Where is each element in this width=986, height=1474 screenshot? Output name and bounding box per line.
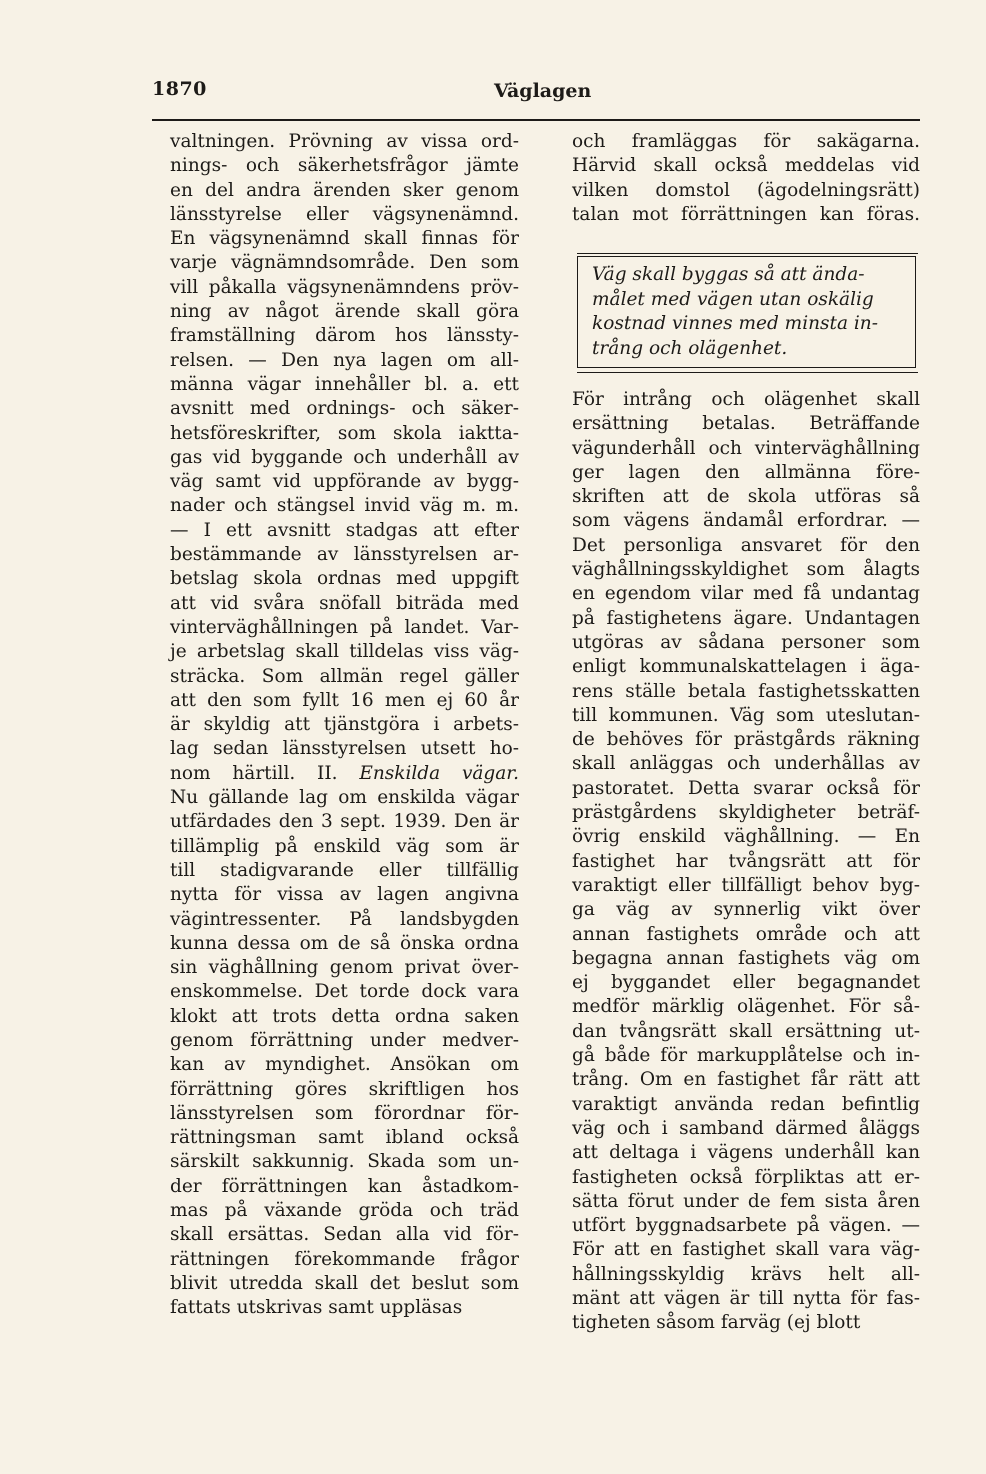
text-line: länsstyrelsen som förordnar för- [170, 1102, 519, 1124]
text-line: valtningen. Prövning av vissa ord- [170, 131, 519, 152]
text-line: betslag skola ordnas med uppgift [170, 568, 519, 590]
text-line: medför märklig olägenhet. För så- [572, 996, 920, 1018]
text-line: bestämmande av länsstyrelsen ar- [170, 544, 519, 566]
text-line: tigheten såsom farväg (ej blott [572, 1312, 861, 1334]
text-line: utfärdades den 3 sept. 1939. Den är [170, 811, 519, 833]
text-line: nytta för vissa av lagen angivna [170, 884, 519, 906]
text-line: tillämplig på enskild väg som är [170, 835, 519, 857]
text-line: rättningsman samt ibland också [170, 1127, 519, 1149]
text-line: männa vägar innehåller bl. a. ett [170, 373, 519, 395]
text-line: att deltaga i vägens underhåll kan [572, 1142, 920, 1164]
text-line: enskommelse. Det torde dock vara [170, 981, 519, 1003]
box-rule-bottom [577, 372, 918, 373]
quote-line: Väg skall byggas så att ända- [592, 264, 865, 285]
text-line: der förrättningen kan åstadkom- [170, 1175, 519, 1197]
text-line: länsstyrelse eller vägsynenämnd. [170, 203, 519, 225]
text-line: särskilt sakkunnig. Skada som un- [170, 1151, 519, 1173]
text-line: enligt kommunalskattelagen i äga- [572, 656, 920, 678]
text-line: väghållningsskyldighet som ålagts [572, 559, 920, 581]
text-line: varaktigt använda redan befintlig [572, 1093, 920, 1115]
text-line: sätta förut under de fem sista åren [572, 1190, 920, 1212]
text-line: är skyldig att tjänstgöra i arbets- [170, 714, 519, 736]
text-line: skall anläggas och underhållas av [572, 753, 920, 775]
right-column-top [572, 130, 920, 227]
text-line: en del andra ärenden sker genom [170, 179, 519, 201]
text-line: rens ställe betala fastighetsskatten [572, 680, 920, 702]
text-line: fattats utskrivas samt uppläsas [170, 1297, 463, 1319]
text-line: rättningen förekommande frågor [170, 1248, 519, 1270]
text-line: varaktigt eller tillfälligt behov byg- [572, 874, 920, 896]
text-line: utfört byggnadsarbete på vägen. — [572, 1215, 920, 1237]
text-line: mänt att vägen är till nytta för fas- [572, 1287, 920, 1309]
text-line: Härvid skall också meddelas vid [572, 155, 920, 177]
text-line: Det personliga ansvaret för den [572, 534, 920, 556]
text-line: de behöves för prästgårds räkning [572, 729, 920, 751]
text-line: skriften att de skola utföras så [572, 486, 920, 508]
text-line: fastighet har tvångsrätt att för [572, 850, 920, 872]
text-line: varje vägnämndsområde. Den som [170, 252, 519, 274]
text-line: hållningsskyldig krävs helt all- [572, 1263, 920, 1285]
left-column [170, 130, 519, 1321]
quote-box [577, 256, 916, 368]
text-line: ersättning betalas. Beträffande [572, 413, 920, 435]
section-heading-italic: Enskilda vägar. [359, 762, 519, 784]
text-line: pastoratet. Detta svarar också för [572, 777, 920, 799]
text-line: ger lagen den allmänna före- [572, 461, 920, 483]
text-line: som vägens ändamål erfordrar. — [572, 510, 920, 532]
text-line: relsen. — Den nya lagen om all- [170, 349, 519, 371]
text-line: till stadigvarande eller tillfällig [170, 859, 519, 881]
quote-line: målet med vägen utan oskälig [592, 288, 874, 310]
text-line: Nu gällande lag om enskilda vägar [170, 787, 519, 809]
text-line: dan tvångsrätt skall ersättning ut- [572, 1020, 920, 1042]
text-line: skall ersättas. Sedan alla vid för- [170, 1224, 519, 1246]
text-line: utgöras av sådana personer som [572, 631, 920, 653]
text-line: vägintressenter. På landsbygden [170, 908, 519, 930]
text-line: talan mot förrättningen kan föras. [572, 203, 920, 225]
text-line: prästgårdens skyldigheter beträf- [572, 802, 920, 824]
text-line: fastigheten också förpliktas att er- [572, 1166, 920, 1188]
text-line: sin väghållning genom privat över- [170, 957, 519, 979]
text-line: väg och i samband därmed åläggs [572, 1117, 920, 1139]
text-line: — I ett avsnitt stadgas att efter [170, 519, 519, 541]
right-column-bottom [572, 388, 920, 1336]
text-line: förrättning göres skriftligen hos [170, 1078, 519, 1100]
text-line: hetsföreskrifter, som skola iaktta- [170, 422, 519, 444]
text-line: ej byggandet eller begagnandet [572, 972, 920, 994]
text-line: vill påkalla vägsynenämndens pröv- [170, 276, 519, 298]
text-line: begagna annan fastighets väg om [572, 947, 920, 969]
text-line: lag sedan länsstyrelsen utsett ho- [170, 738, 519, 760]
text-line: framställning därom hos länssty- [170, 325, 519, 347]
text-line: vinterväghållningen på landet. Var- [170, 616, 519, 638]
text-line: nom härtill. II. Enskilda vägar. [170, 762, 519, 784]
text-line: nings- och säkerhetsfrågor jämte [170, 155, 519, 177]
text-line: vilken domstol (ägodelningsrätt) [572, 179, 920, 201]
text-line: blivit utredda skall det beslut som [170, 1272, 519, 1294]
text-line: ning av något ärende skall göra [170, 301, 519, 323]
text-line: En vägsynenämnd skall finnas för [170, 228, 519, 250]
quote-line: kostnad vinnes med minsta in- [592, 313, 878, 334]
text-line: annan fastighets område och att [572, 923, 920, 945]
text-line: gå både för markupplåtelse och in- [572, 1045, 920, 1067]
text-line: att vid svåra snöfall biträda med [170, 592, 519, 614]
text-line: gas vid byggande och underhåll av [170, 446, 519, 468]
text-line: väg samt vid uppförande av bygg- [170, 471, 519, 493]
page-number: 1870 [152, 78, 207, 100]
text-line: mas på växande gröda och träd [170, 1200, 519, 1222]
text-line: sträcka. Som allmän regel gäller [170, 665, 519, 687]
text-line: vägunderhåll och vinterväghållning [572, 437, 920, 459]
quote-line: trång och olägenhet. [592, 337, 788, 359]
box-rule-top [577, 253, 918, 254]
text-line: je arbetslag skall tilldelas viss väg- [170, 641, 519, 663]
text-line: att den som fyllt 16 men ej 60 år [170, 689, 519, 711]
text-line: till kommunen. Väg som uteslutan- [572, 704, 920, 726]
text-line: på fastighetens ägare. Undantagen [572, 607, 920, 629]
text-line: genom förrättning under medver- [170, 1029, 519, 1051]
text-line: ga väg av synnerlig vikt över [572, 899, 920, 921]
text-line: och framläggas för sakägarna. [572, 131, 920, 152]
text-line: kunna dessa om de så önska ordna [170, 932, 519, 954]
header-rule [152, 119, 920, 121]
text-line: kan av myndighet. Ansökan om [170, 1054, 519, 1076]
text-line: nader och stängsel invid väg m. m. [170, 495, 519, 517]
text-line: För att en fastighet skall vara väg- [572, 1239, 920, 1261]
text-line: trång. Om en fastighet får rätt att [572, 1069, 920, 1091]
text-line: en egendom vilar med få undantag [572, 583, 920, 605]
text-line: För intrång och olägenhet skall [572, 389, 920, 410]
running-title: Väglagen [494, 80, 592, 102]
text-line: övrig enskild väghållning. — En [572, 826, 920, 848]
text-line: avsnitt med ordnings- och säker- [170, 398, 519, 420]
text-line: klokt att trots detta ordna saken [170, 1005, 519, 1027]
